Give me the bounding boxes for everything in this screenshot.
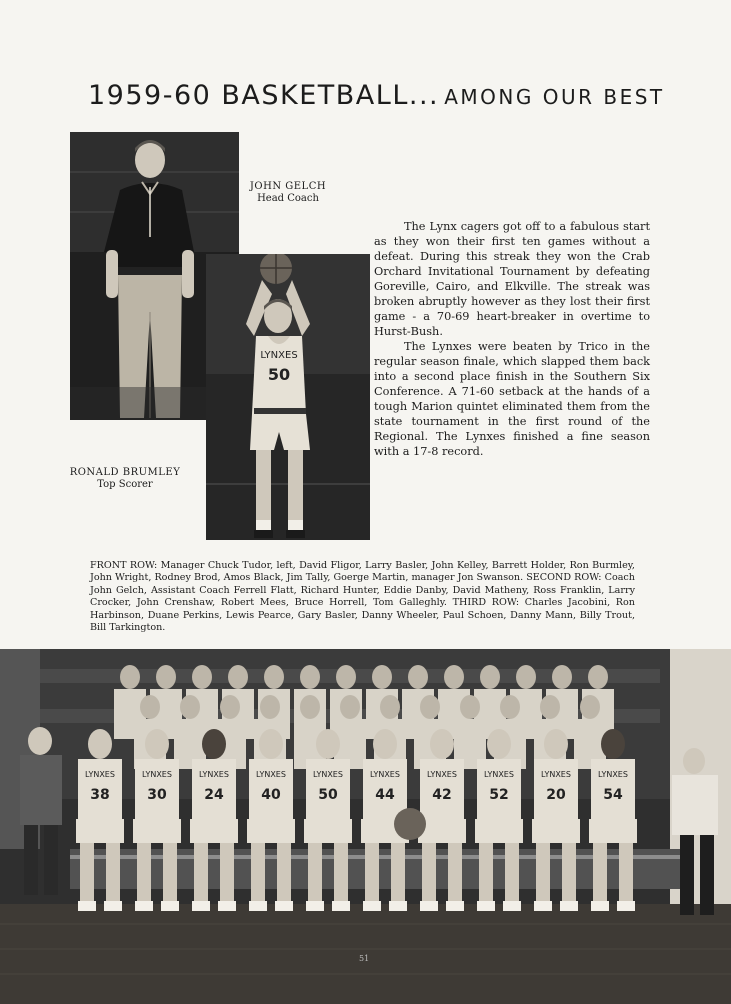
team-photo	[0, 649, 731, 1004]
player-photo	[206, 254, 370, 540]
title-sub: AMONG OUR BEST	[444, 85, 665, 109]
jersey-text: LYNXES	[541, 770, 571, 779]
jersey-text: LYNXES	[427, 770, 457, 779]
jersey-text: LYNXES	[313, 770, 343, 779]
jersey-number: 38	[90, 787, 110, 803]
jersey-number: 30	[147, 787, 167, 803]
jersey-number: 50	[318, 787, 338, 803]
jersey-number: 52	[489, 787, 509, 803]
jersey-number: 44	[375, 787, 395, 803]
coach-name: JOHN GELCH	[249, 181, 327, 192]
jersey-text: LYNXES	[199, 770, 229, 779]
jersey-number: 20	[546, 787, 566, 803]
season-story	[374, 219, 650, 459]
basketball	[394, 808, 426, 840]
page-number: 51	[359, 954, 370, 963]
jersey-text: LYNXES	[256, 770, 286, 779]
jersey-text: LYNXES	[142, 770, 172, 779]
coach-caption	[242, 181, 334, 205]
jersey-text: LYNXES	[598, 770, 628, 779]
story-paragraph-1: The Lynx cagers got off to a fabulous start as they won their first ten games without a defeat. During this streak they won the Crab Orchard Invitational Tournament by defeating Goreville, Cairo, and Elkville. The streak was broken abruptly however as they lost their first game - a 70-69 heart-breaker in overtime to Hurst-Bush.	[374, 220, 650, 338]
page-title	[88, 80, 718, 111]
player-role: Top Scorer	[97, 479, 153, 490]
jersey-number: 40	[261, 787, 281, 803]
title-main: 1959-60 BASKETBALL...	[88, 80, 440, 111]
jersey-number: 42	[432, 787, 452, 803]
player-name: RONALD BRUMLEY	[69, 467, 181, 478]
player-caption	[60, 467, 190, 491]
jersey-number: 54	[603, 787, 623, 803]
player-jersey-number: 50	[267, 365, 291, 384]
jersey-number: 24	[204, 787, 224, 803]
jersey-text: LYNXES	[484, 770, 514, 779]
jersey-text: LYNXES	[85, 770, 115, 779]
roster-caption: FRONT ROW: Manager Chuck Tudor, left, David Fligor, Larry Basler, John Kelley, Barrett Holder, Ron Burmley, John Wright, Rodney Brod, Amos Black, Jim Tally, Goerge Martin, manager Jon Swanson. SECOND ROW: Coach John Gelch, Assistant Coach Ferrell Flatt, Richard Hunter, Eddie Danby, David Matheny, Ross Franklin, Larry Crocker, John Crenshaw, Robert Mees, Bruce Horrell, Tom Galleghly. THIRD ROW: Charles Jacobini, Ron Harbinson, Duane Perkins, Lewis Pearce, Gary Basler, Danny Wheeler, Paul Schoen, Danny Mann, Billy Trout, Bill Tarkington.	[90, 560, 635, 634]
story-paragraph-2: The Lynxes were beaten by Trico in the regular season finale, which slapped them back into a second place finish in the Southern Six Conference. A 71-60 setback at the hands of a tough Marion quintet eliminated them from the state tournament in the first round of the Regional. The Lynxes finished a fine season with a 17-8 record.	[374, 340, 650, 458]
jersey-text: LYNXES	[370, 770, 400, 779]
player-jersey-text: LYNXES	[260, 350, 298, 361]
coach-role: Head Coach	[257, 193, 319, 204]
